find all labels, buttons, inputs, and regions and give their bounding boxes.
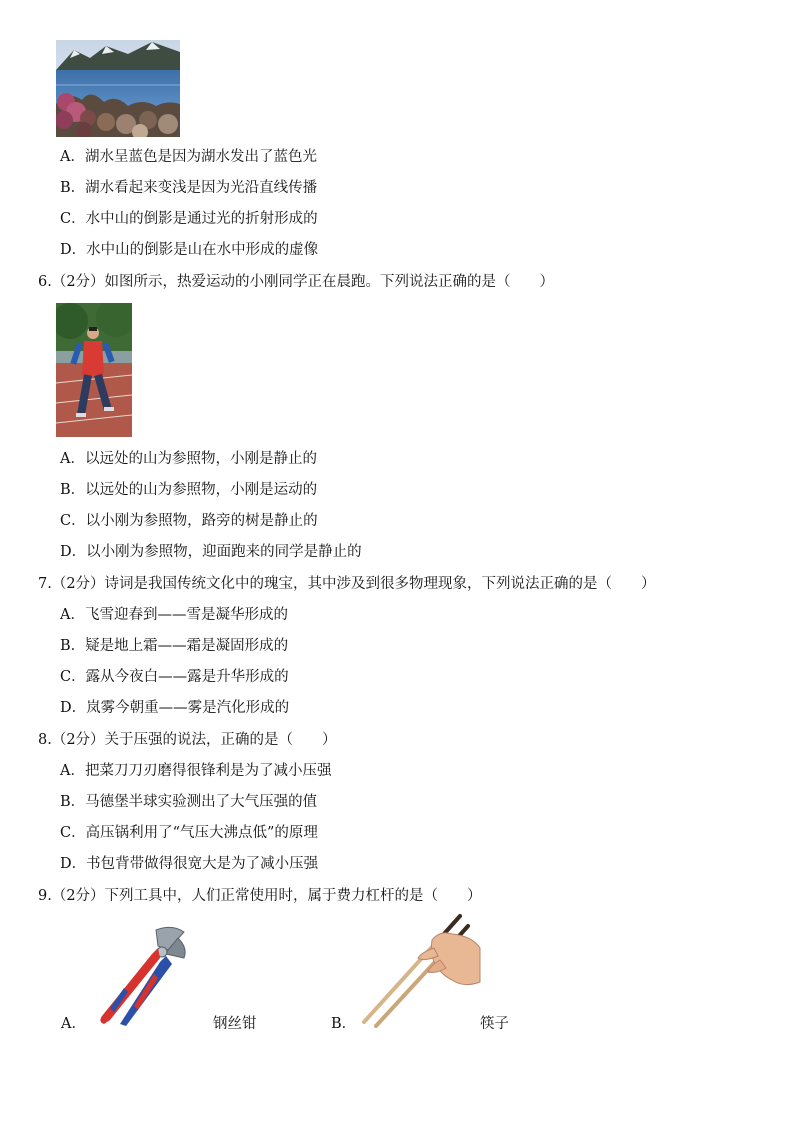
q8-option-d: D．书包背带做得很宽大是为了减小压强: [60, 856, 319, 872]
lake-mountain-photo: [56, 40, 180, 137]
q6-option-b: B．以远处的山为参照物，小刚是运动的: [60, 482, 318, 498]
q6-option-d: D．以小刚为参照物，迎面跑来的同学是静止的: [60, 544, 362, 560]
q9-option-a-label: 钢丝钳: [213, 1016, 257, 1032]
q6-stem: 6.（2分）如图所示，热爱运动的小刚同学正在晨跑。下列说法正确的是（ ）: [38, 274, 555, 290]
q7-option-c: C．露从今夜白——露是升华形成的: [60, 669, 289, 685]
q7-option-a: A．飞雪迎春到——雪是凝华形成的: [60, 607, 288, 623]
q5-option-a: A．湖水呈蓝色是因为湖水发出了蓝色光: [60, 149, 317, 165]
q6-option-a: A．以远处的山为参照物，小刚是静止的: [60, 451, 317, 467]
q9-option-b-letter: B．: [331, 1016, 357, 1032]
q8-option-b: B．马德堡半球实验测出了大气压强的值: [60, 794, 318, 810]
q5-option-b: B．湖水看起来变浅是因为光沿直线传播: [60, 180, 318, 196]
q9-option-a-letter: A．: [61, 1016, 86, 1032]
q5-option-d: D．水中山的倒影是山在水中形成的虚像: [60, 242, 319, 258]
running-student-photo: [56, 303, 132, 437]
q7-option-b: B．疑是地上霜——霜是凝固形成的: [60, 638, 289, 654]
q5-option-c: C．水中山的倒影是通过光的折射形成的: [60, 211, 318, 227]
q7-stem: 7.（2分）诗词是我国传统文化中的瑰宝，其中涉及到很多物理现象，下列说法正确的是（ ）: [38, 576, 656, 592]
q8-stem: 8.（2分）关于压强的说法，正确的是（ ）: [38, 732, 337, 748]
q9-option-b-label: 筷子: [480, 1016, 509, 1032]
pliers-icon: [88, 924, 192, 1028]
chopsticks-icon: [360, 912, 484, 1028]
q8-option-a: A．把菜刀刀刃磨得很锋利是为了减小压强: [60, 763, 332, 779]
q9-stem: 9.（2分）下列工具中，人们正常使用时，属于费力杠杆的是（ ）: [38, 888, 482, 904]
q8-option-c: C．高压锅利用了“气压大沸点低”的原理: [60, 825, 318, 841]
q7-option-d: D．岚雾今朝重——雾是汽化形成的: [60, 700, 290, 716]
q6-option-c: C．以小刚为参照物，路旁的树是静止的: [60, 513, 318, 529]
